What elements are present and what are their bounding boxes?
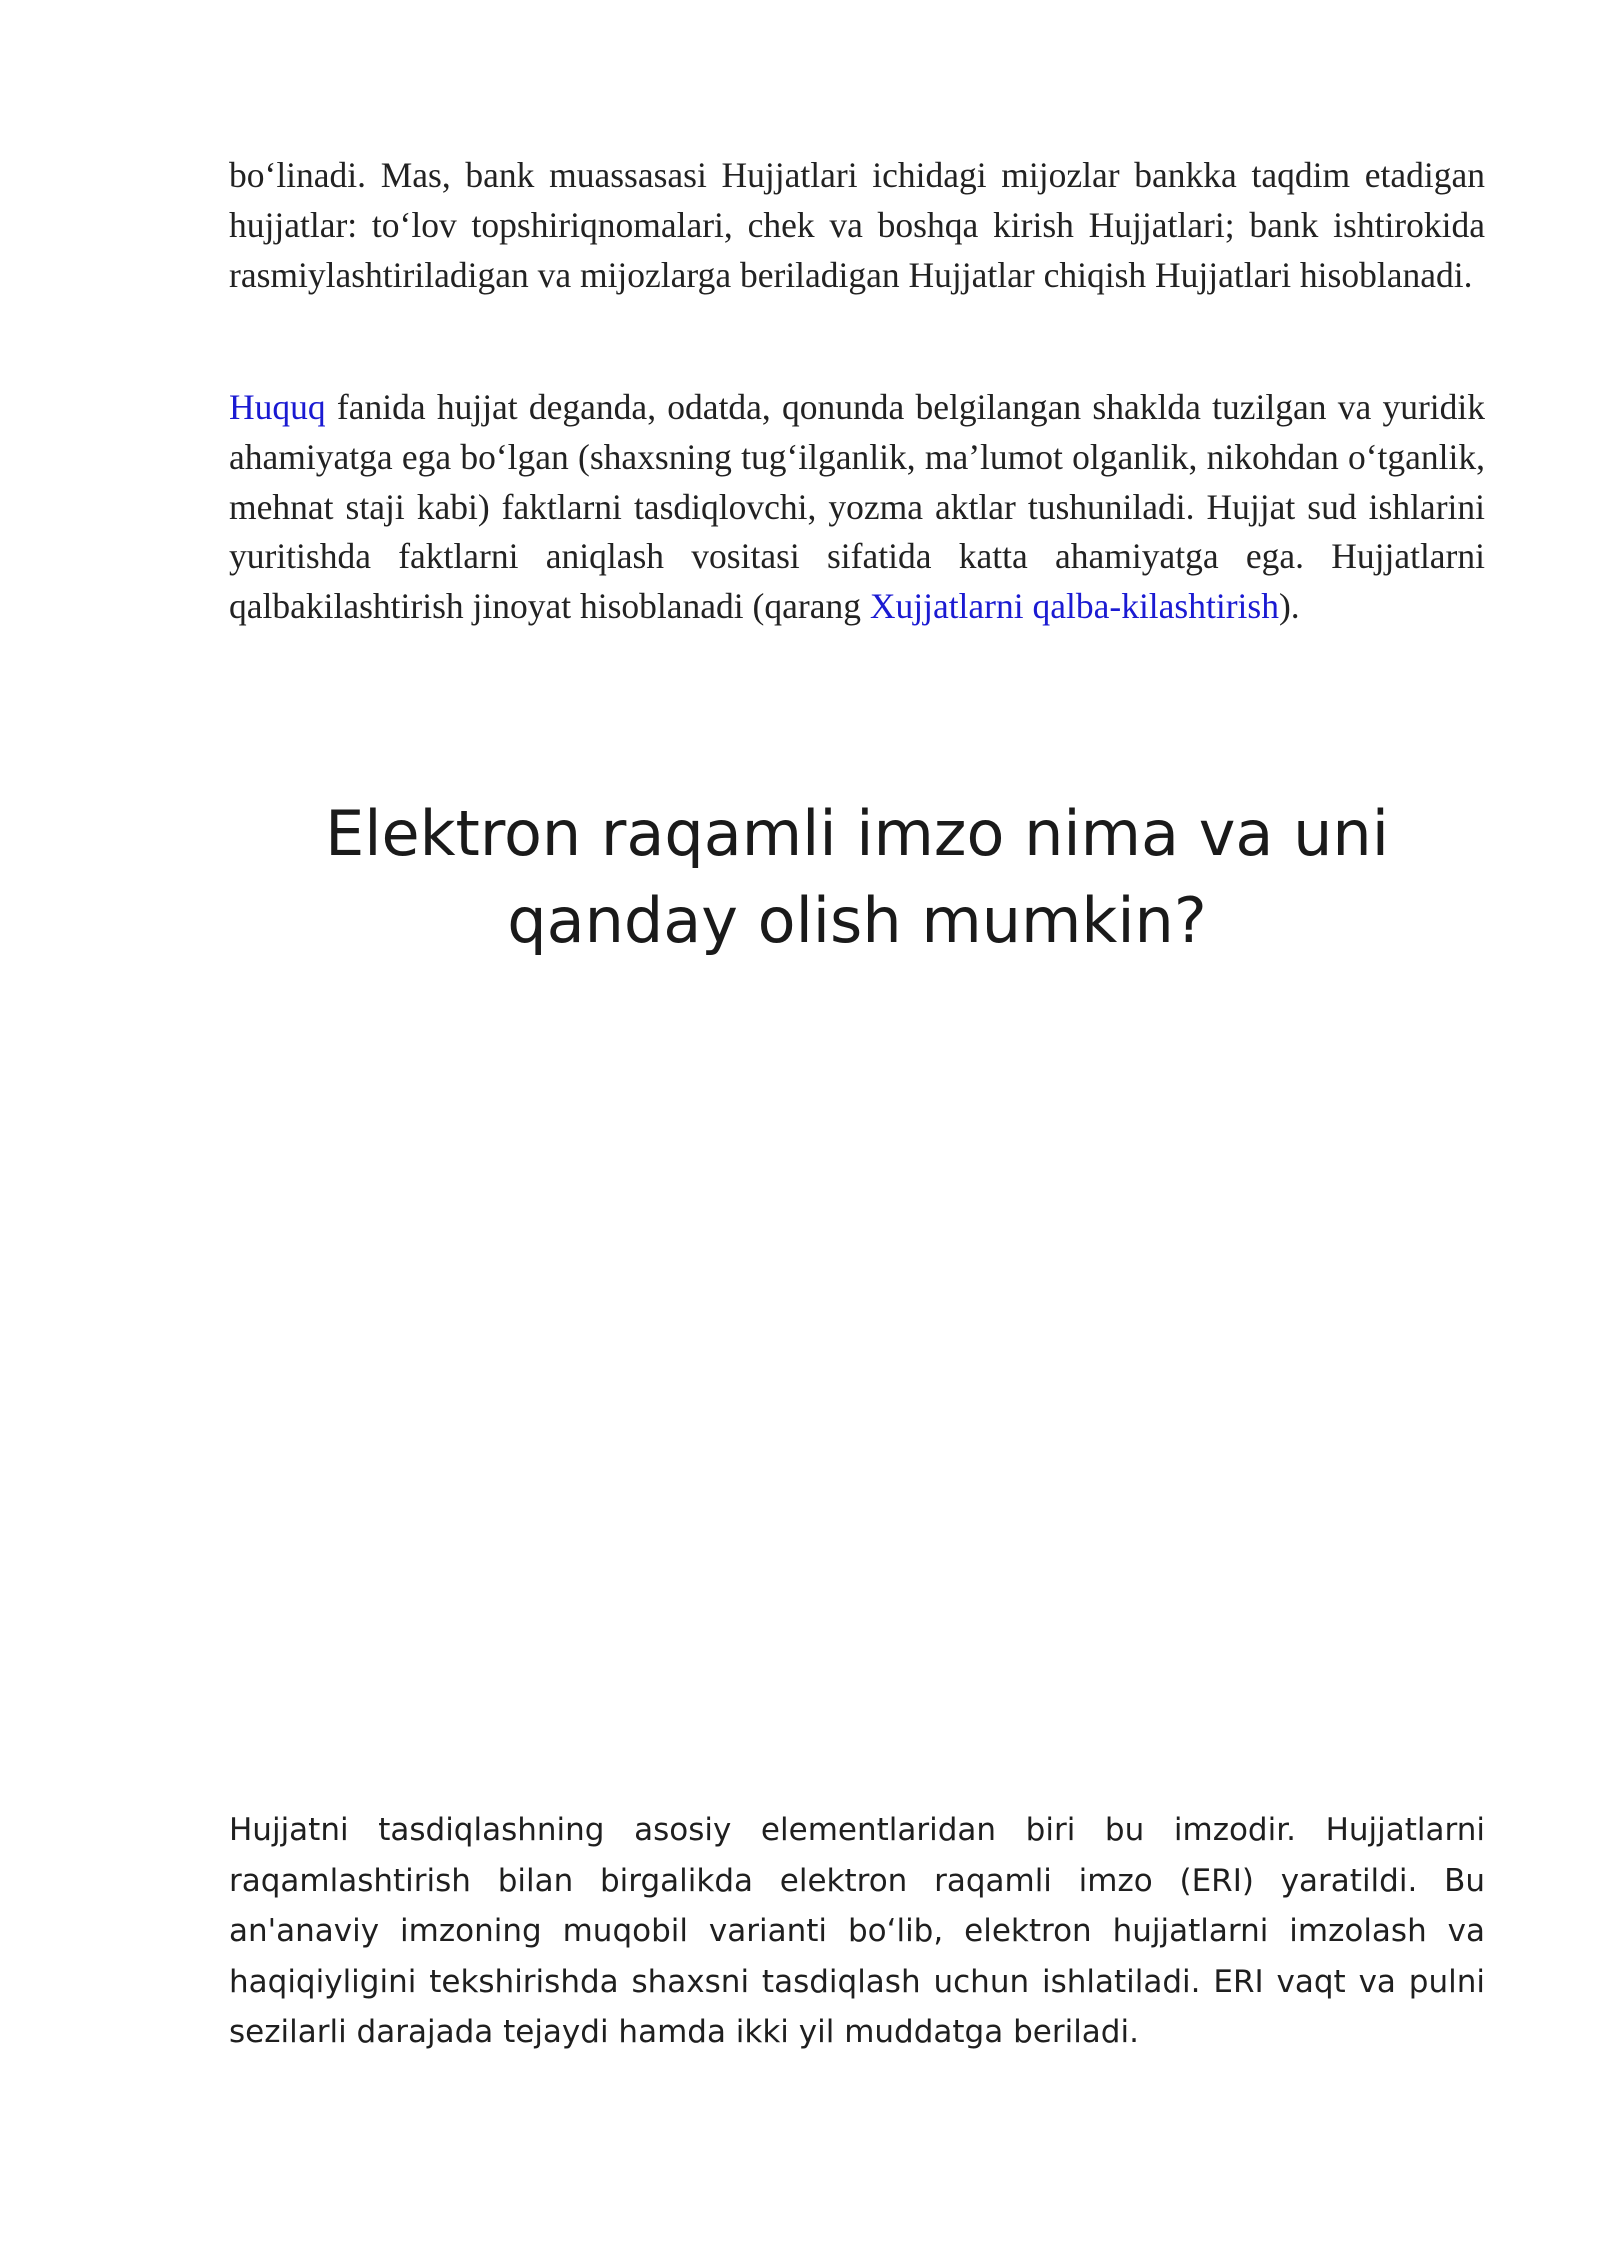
paragraph-text: fanida hujjat deganda, odatda, qonunda belgilangan shaklda tuzilgan va yuridik ahamiyatga ega bo‘lgan (shaxsning tug‘ilganlik, ma’lumot olganlik, nikohdan o‘tganlik, mehnat staji kabi) faktlarni tasdiqlovchi, yozma aktlar tushuniladi. Hujjat sud ishlarini yuritishda faktlarni aniqlash vositasi sifatida katta ahamiyatga ega. Hujjatlarni qalbakilashtirish jinoyat hisoblanadi (qarang [229,387,1485,627]
paragraph-text: Hujjatni tasdiqlashning asosiy elementlaridan biri bu imzodir. Hujjatlarni raqamlashtirish bilan birgalikda elektron raqamli imzo (ERI) yaratildi. Bu an'anaviy imzoning muqobil varianti bo‘lib, elektron hujjatlarni imzolash va haqiqiyligini tekshirishda shaxsni tasdiqlash uchun ishlatiladi. ERI vaqt va pulni sezilarli darajada tejaydi hamda ikki yil muddatga beriladi. [229,1812,1485,2050]
huquq-link[interactable]: Huquq [229,387,326,427]
paragraph-text: bo‘linadi. Mas, bank muassasasi Hujjatlari ichidagi mijozlar bankka taqdim etadigan hujjatlar: to‘lov topshiriqnomalari, chek va boshqa kirish Hujjatlari; bank ishtirokida rasmiylashtiriladigan va mijozlarga beriladigan Hujjatlar chiqish Hujjatlari hisoblanadi. [229,155,1485,295]
heading-line-1: Elektron raqamli imzo nima va uni [325,797,1389,870]
paragraph-electronic-signature [229,1805,1485,2058]
paragraph-legal-definition [229,383,1485,632]
section-heading [229,790,1485,964]
heading-line-2: qanday olish mumkin? [507,884,1207,957]
document-forgery-link[interactable]: Xujjatlarni qalba-kilashtirish [869,586,1279,627]
paragraph-text-end: ). [1278,586,1300,627]
paragraph-banking-documents [229,151,1485,300]
